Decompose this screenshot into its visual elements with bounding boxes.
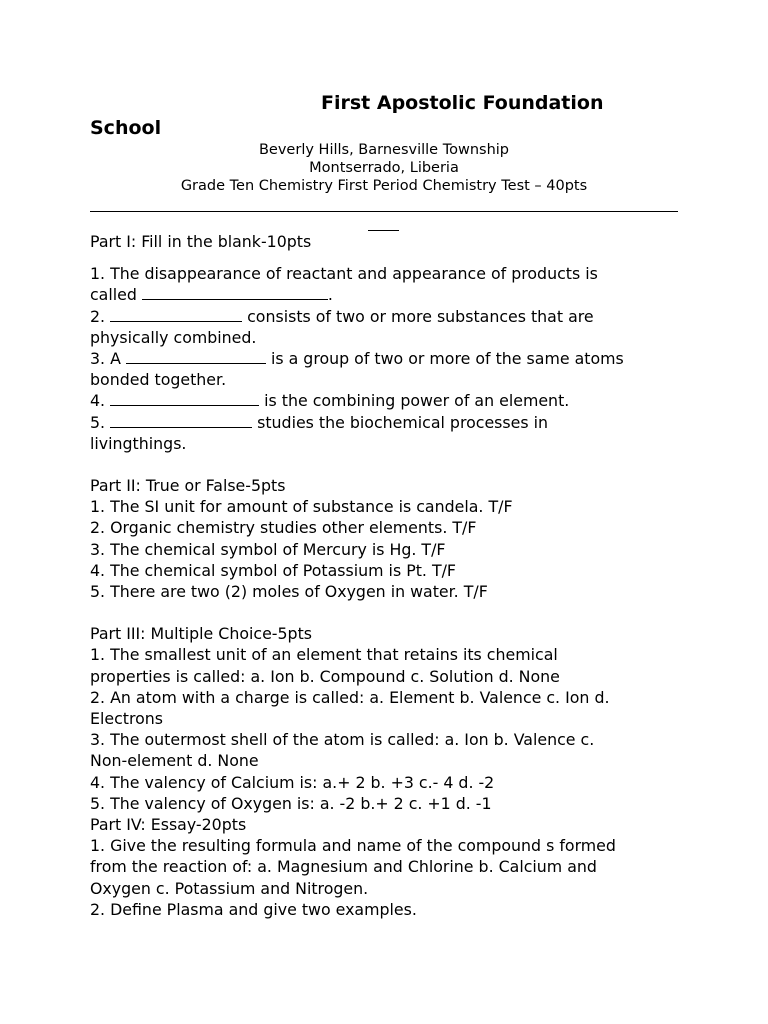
part3-heading: Part III: Multiple Choice-5pts: [90, 624, 312, 644]
test-body: [90, 231, 690, 920]
true-false-item: 3. The chemical symbol of Mercury is Hg. T/F: [90, 539, 446, 559]
question-2-line1: 2. consists of two or more substances that are: [90, 306, 594, 326]
true-false-item: 4. The chemical symbol of Potassium is Pt. T/F: [90, 560, 457, 580]
true-false-item: 5. There are two (2) moles of Oxygen in water. T/F: [90, 582, 488, 602]
test-title: Grade Ten Chemistry First Period Chemistry Test – 40pts: [180, 178, 588, 194]
multiple-choice-line: properties is called: a. Ion b. Compound c. Solution d. None: [90, 666, 560, 686]
part2-heading: Part II: True or False-5pts: [90, 476, 286, 496]
part4-heading: Part IV: Essay-20pts: [90, 815, 247, 835]
question-2-line2: physically combined.: [90, 327, 257, 347]
school-name: First Apostolic Foundation: [321, 92, 604, 114]
question-5-line1: 5. studies the biochemical processes in: [90, 412, 549, 432]
answer-blank[interactable]: [110, 391, 259, 406]
answer-blank[interactable]: [110, 413, 252, 428]
multiple-choice-line: 5. The valency of Oxygen is: a. -2 b.+ 2 c. +1 d. -1: [90, 793, 492, 813]
answer-blank[interactable]: [110, 307, 242, 322]
question-1-line2: called .: [90, 285, 333, 305]
answer-blank[interactable]: [142, 285, 328, 300]
question-3-line1: 3. A is a group of two or more of the same atoms: [90, 349, 624, 369]
essay-line: from the reaction of: a. Magnesium and Chlorine b. Calcium and: [90, 857, 597, 877]
multiple-choice-line: Electrons: [90, 709, 164, 729]
school-name-continued: School: [90, 117, 162, 139]
question-3-line2: bonded together.: [90, 370, 227, 390]
answer-blank[interactable]: [126, 349, 266, 364]
address-line: Beverly Hills, Barnesville Township: [258, 142, 509, 158]
horizontal-rule: [90, 211, 678, 212]
essay-line: 2. Define Plasma and give two examples.: [90, 899, 417, 919]
question-5-line2: livingthings.: [90, 433, 187, 453]
question-1-line1: 1. The disappearance of reactant and appearance of products is: [90, 264, 598, 284]
essay-line: Oxygen c. Potassium and Nitrogen.: [90, 878, 369, 898]
multiple-choice-line: 1. The smallest unit of an element that retains its chemical: [90, 645, 558, 665]
essay-line: 1. Give the resulting formula and name of the compound s formed: [90, 836, 616, 856]
multiple-choice-line: 3. The outermost shell of the atom is called: a. Ion b. Valence c.: [90, 730, 595, 750]
question-4: 4. is the combining power of an element.: [90, 391, 570, 411]
part1-heading: Part I: Fill in the blank-10pts: [90, 232, 312, 251]
location-line: Montserrado, Liberia: [309, 160, 459, 176]
true-false-item: 1. The SI unit for amount of substance is candela. T/F: [90, 497, 513, 517]
multiple-choice-line: 2. An atom with a charge is called: a. Element b. Valence c. Ion d.: [90, 687, 610, 707]
multiple-choice-line: 4. The valency of Calcium is: a.+ 2 b. +3 c.- 4 d. -2: [90, 772, 495, 792]
true-false-item: 2. Organic chemistry studies other elements. T/F: [90, 518, 477, 538]
multiple-choice-line: Non-element d. None: [90, 751, 259, 771]
